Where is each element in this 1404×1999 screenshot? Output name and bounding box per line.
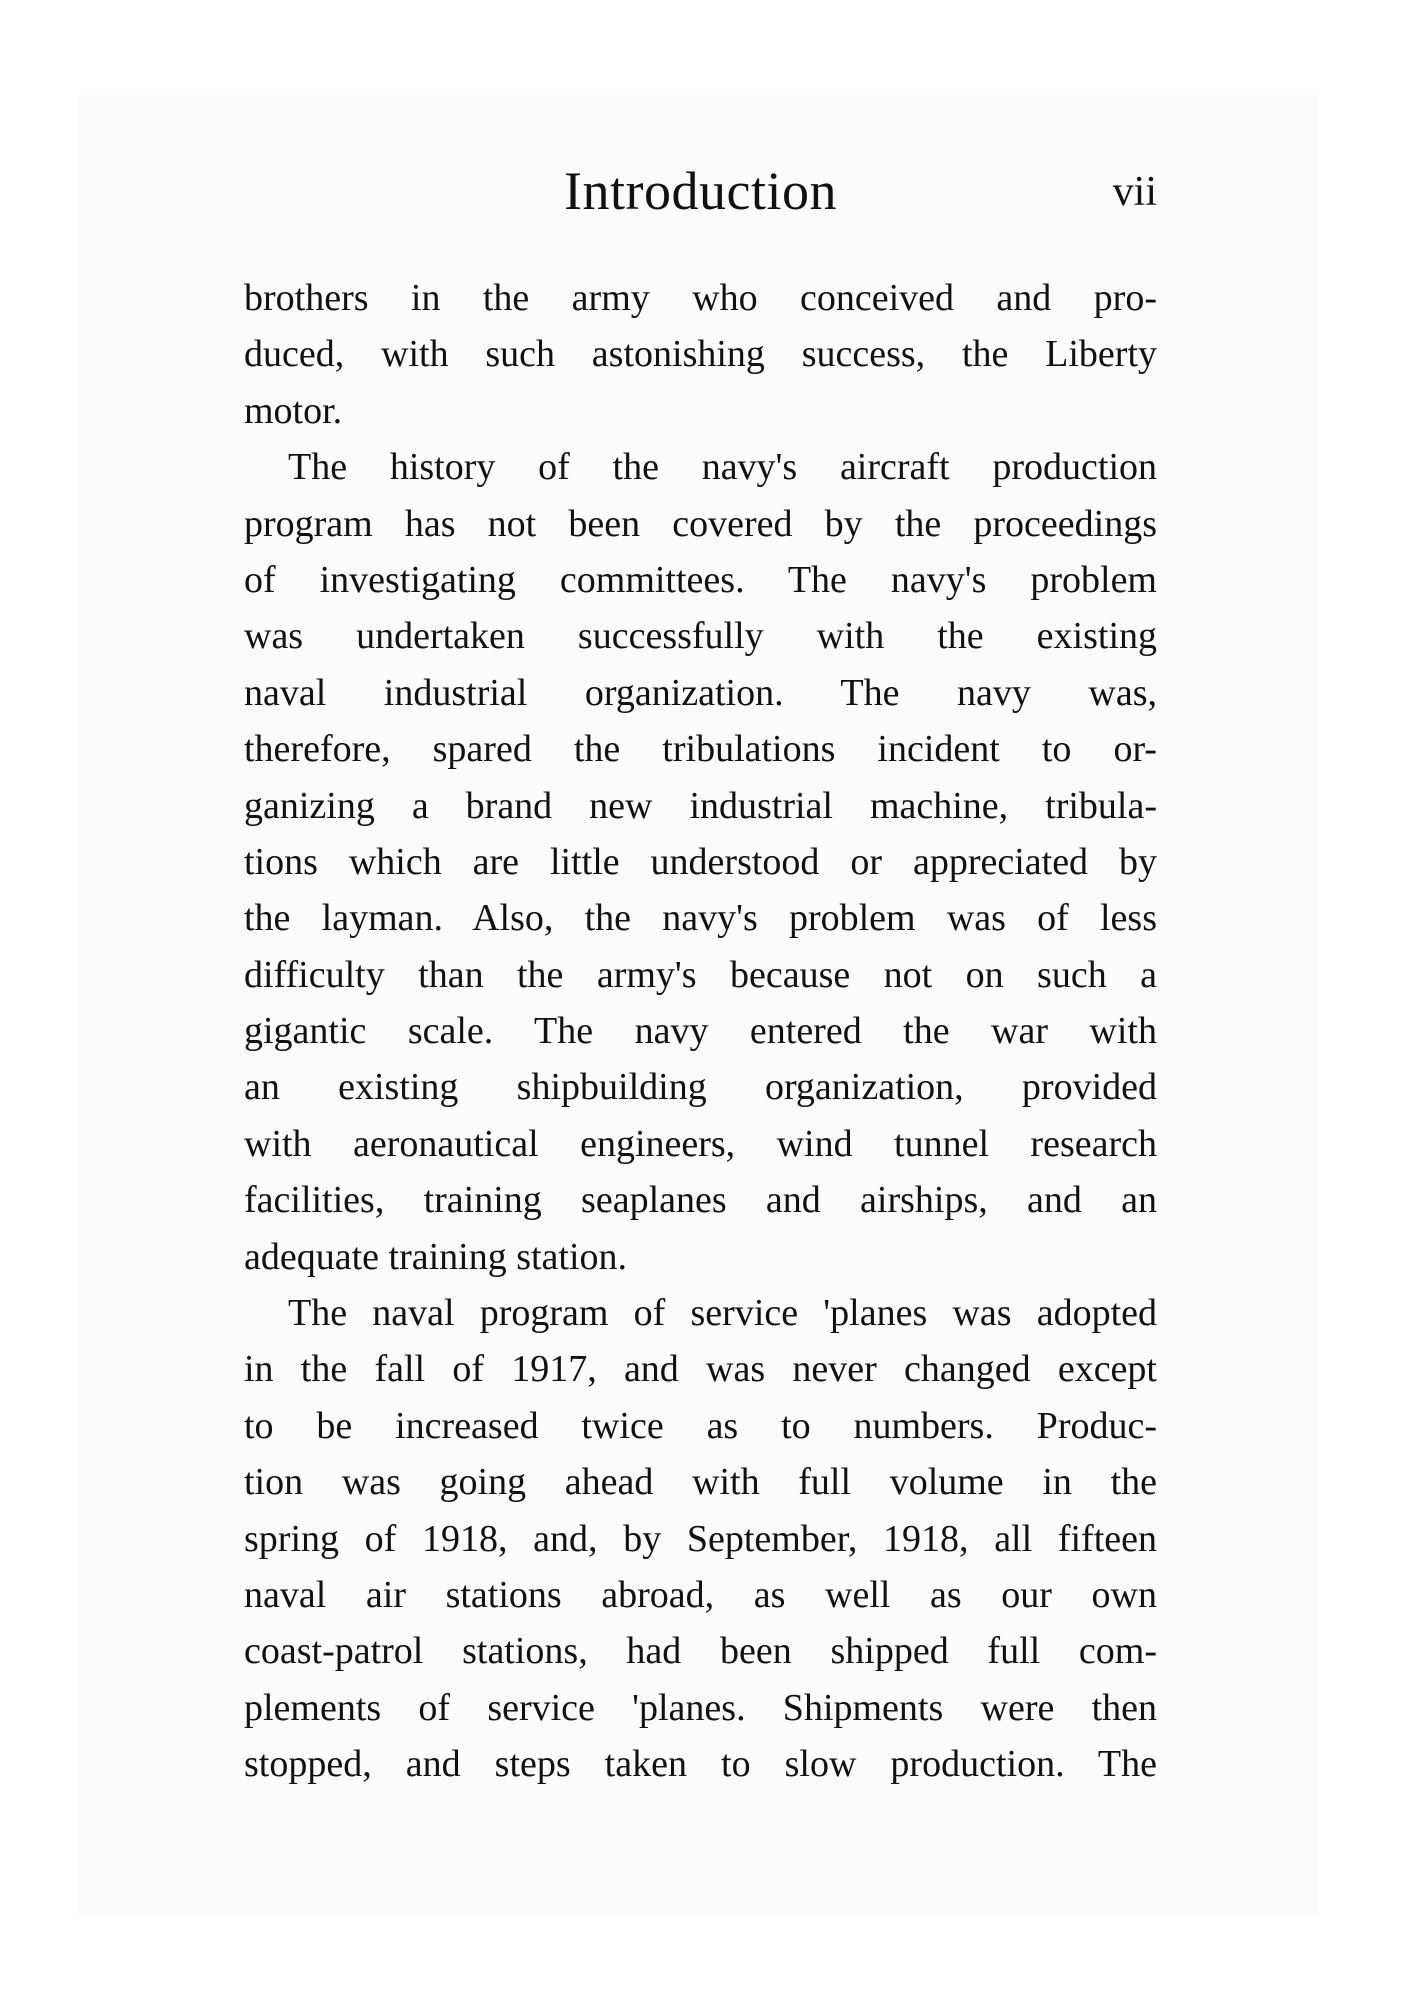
text-line: ganizing a brand new industrial machine, tribula- (244, 784, 1157, 827)
text-line: motor. (244, 389, 343, 432)
text-line: facilities, training seaplanes and airships, and an (244, 1179, 1157, 1222)
text-line: The naval program of service 'planes was adopted (288, 1292, 1157, 1335)
text-line: adequate training station. (244, 1235, 628, 1278)
text-line: gigantic scale. The navy entered the war with (244, 1010, 1157, 1053)
text-line: plements of service 'planes. Shipments were then (244, 1686, 1157, 1729)
text-line: coast-patrol stations, had been shipped full com- (244, 1630, 1157, 1673)
text-line: program has not been covered by the proceedings (244, 502, 1157, 545)
text-line: naval industrial organization. The navy was, (244, 671, 1157, 714)
body-text (244, 270, 1157, 1793)
text-line: tions which are little understood or appreciated by (244, 840, 1157, 883)
page-number: vii (1112, 169, 1157, 215)
text-line: an existing shipbuilding organization, provided (244, 1066, 1157, 1109)
text-line: of investigating committees. The navy's problem (244, 558, 1157, 601)
text-line: difficulty than the army's because not on such a (244, 953, 1157, 996)
text-line: tion was going ahead with full volume in the (244, 1461, 1157, 1504)
text-line: therefore, spared the tribulations incident to or- (244, 728, 1157, 771)
text-line: to be increased twice as to numbers. Produc- (244, 1404, 1157, 1447)
running-head (244, 160, 1157, 220)
page-title: Introduction (564, 161, 837, 221)
text-line: The history of the navy's aircraft production (288, 446, 1157, 489)
text-line: brothers in the army who conceived and pro- (244, 277, 1157, 319)
text-line: in the fall of 1917, and was never changed except (244, 1348, 1157, 1391)
text-line: was undertaken successfully with the existing (244, 615, 1157, 658)
text-line: naval air stations abroad, as well as our own (244, 1573, 1157, 1616)
text-line: with aeronautical engineers, wind tunnel research (244, 1122, 1157, 1165)
text-line: the layman. Also, the navy's problem was of less (244, 897, 1157, 940)
text-line: duced, with such astonishing success, the Liberty (244, 333, 1157, 376)
text-line: spring of 1918, and, by September, 1918, all fifteen (244, 1517, 1157, 1560)
text-line: stopped, and steps taken to slow production. The (244, 1743, 1157, 1786)
